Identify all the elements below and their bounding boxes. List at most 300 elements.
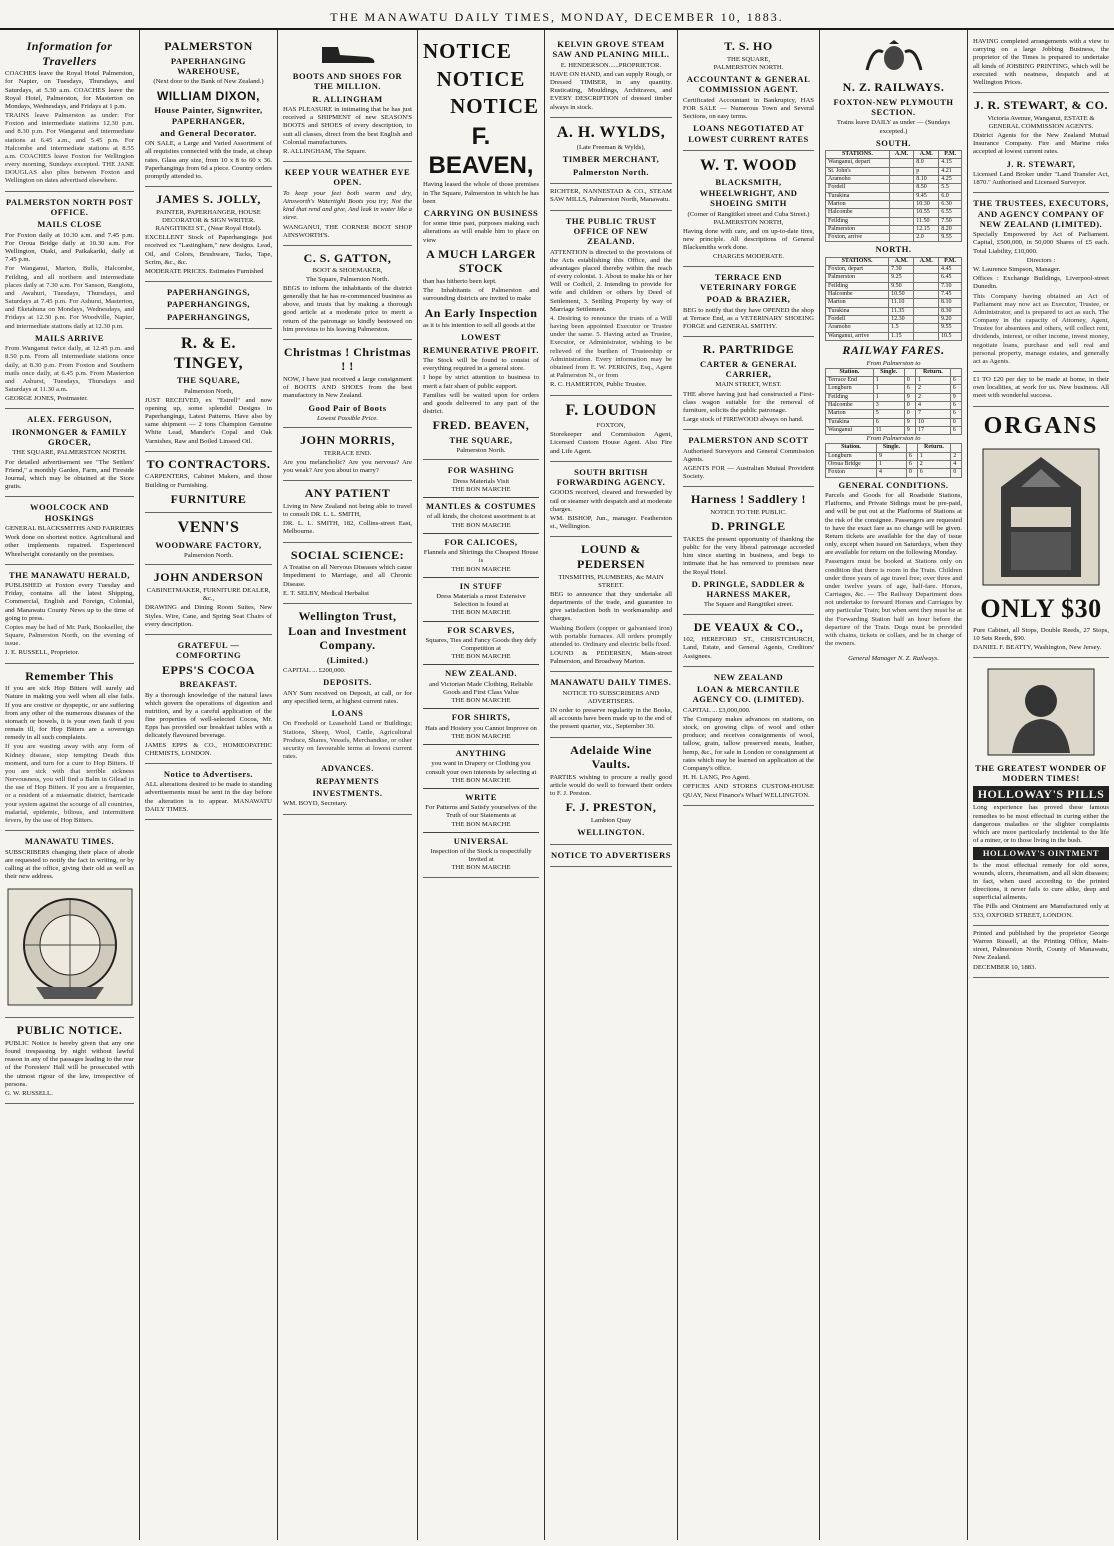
fares2-cell: 1 [917,452,951,460]
notice-public: NOTICE TO THE PUBLIC. [710,509,787,517]
epps-text: By a thorough knowledge of the natural laws which govern the operations of digestion and nutrition, and by a careful application of the fine properties of well-selected Cocoa, Mr. Epps has provided our breakfast tables with a delicately flavoured beverage. [145,691,272,740]
twood-location: PALMERSTON NORTH, [713,218,784,226]
south-cell: Turakina [826,192,890,200]
fares-cell: 9 [904,418,915,426]
north-cell: Halcombe [826,291,889,299]
holloway-portrait-image [986,667,1096,757]
south-cell: Wanganui, depart [826,159,890,167]
fares2-cell: 6 [906,452,917,460]
south-cell: 4.21 [939,167,962,175]
terrace-forge-ad [683,267,814,338]
loans-text: On Freehold or Leasehold Land or Buildings; Stations, Sheep, Wool, Cattle, Agricultural Produce, Shares, Vessels, Merchandise, or other security on favourable terms at lowest current rates. [283,720,412,761]
contractors-text: CARPENTERS, Cabinet Makers, and those Building or Furnishing. [145,473,272,489]
trustees-filler: This Company having obtained an Act of Parliament may now act as Executor, Trustee, or Administrator, and is prepared to act as such. The Company in the capacity of Attorney, Agent, Trustee for absentees and others, will collect rent, dividends, interest, or other income, invest money, negotiate loans, purchase and sell real and personal property, manage estates, and generally act as Agents. [973,292,1109,365]
south-cell [889,234,913,242]
fares-header-1: Single. [873,368,904,376]
christmas-heading: Christmas ! Christmas ! ! [283,344,412,374]
venn-location: Palmerston North. [183,552,234,560]
larger-stock-heading: A MUCH LARGER STOCK [426,246,536,276]
fares-cell: 6 [904,385,915,393]
north-cell: 7.30 [889,266,914,274]
sho-location: PALMERSTON NORTH. [713,63,784,71]
north-cell: Feilding [826,282,889,290]
south-cell: 8.10 [914,175,939,183]
smith-ad [283,481,412,542]
morris-subheading: TERRACE END. [323,449,372,457]
tingey-subheading: THE SQUARE, [176,375,241,386]
stewart-heading: J. R. STEWART, & CO. [973,98,1109,113]
south-cell: 8.20 [939,225,962,233]
south-header-3: P.M. [939,151,962,159]
kelvin-heading: KELVIN GROVE STEAM SAW AND PLANING MILL. [552,39,670,60]
railways-note: Trains leave DAILY as under — (Sundays excepted.) [836,119,951,135]
imprint [973,926,1109,978]
carrying-heading: CARRYING ON BUSINESS [423,207,539,218]
bon-marche-1: THE BON MARCHE [451,485,511,493]
tingey-ad [145,329,272,452]
fares2-cell: Oroua Bridge [826,461,877,469]
shirts-text: Hats and Hosiery you Cannot Improve on [425,724,537,732]
fares-cell: 4 [915,402,950,410]
ferguson-ad [5,409,134,497]
woolcock-subheading: GENERAL BLACKSMITHS AND FARRIERS [5,525,134,533]
loan-heading: LOAN & MERCANTILE AGENCY CO. (LIMITED). [692,684,805,705]
hope-text: I hope by strict attention to business to merit a fair share of public support. [423,374,539,390]
south-cell [889,175,913,183]
north-row [826,307,962,315]
mails-arrive-heading: MAILS ARRIVE [34,332,105,343]
boots-heading: BOOTS AND SHOES FOR THE MILLION. [292,71,403,92]
directors-label: Directors : [1026,256,1056,264]
jolly-prices: MODERATE PRICES. Estimates Furnished [145,267,264,275]
public-notice-text: PUBLIC Notice is hereby given that any one found trespassing by night without lawful reason in any of the passages leading to the rear of the Foresters' Hall will be prosecuted with the utmost rigour of the law, irrespective of persons. [5,1039,134,1088]
loans-negotiated: LOANS NEGOTIATED AT LOWEST CURRENT RATES [688,123,809,144]
stuff-text: Dress Materials a most Extensive Selection is found at [436,593,526,609]
jolly-subheading: PAINTER, PAPERHANGER, HOUSE DECORATOR & SIGN WRITER. [156,208,261,224]
north-cell: 1.5 [889,324,914,332]
twood-text: Having done with care, and on up-to-date tires, new principle. All descriptions of General Blacksmiths work done. [683,227,814,252]
firewood-text: Large stock of FIREWOOD always on hand. [683,416,804,424]
kelvin-proprietor: E. HENDERSON......PROPRIETOR. [560,61,662,69]
palmerston-heading: PALMERSTON [164,39,253,53]
times-sub-heading-2: NOTICE TO SUBSCRIBERS AND ADVERTISERS. [562,689,660,705]
north-row [826,332,962,340]
tingey-heading: R. & E. TINGEY, [173,335,244,372]
fares-cell: 7 [915,410,950,418]
paperhanging-note: (Next door to the Bank of New Zealand.) [153,78,264,86]
beaven-heading: F. BEAVEN, [428,122,534,180]
south-cell: 8.0 [914,159,939,167]
north-header-3: P.M. [939,257,962,265]
fares-header-3: Return. [915,368,950,376]
mails-arrive-text: From Wanganui twice daily, at 12.45 p.m. and 8.50 p.m. From all intermediate stations once daily, at 8.30 p.m. From Foxton and Southern mails once daily, at 6.45 p.m. From Masterton and Ashurst, Tuesdays, Thursdays and Saturdays at 11.30 a.m. [5,345,134,394]
beaven-text-5: The Stock will be found to consist of everything required in a general store. [423,357,539,373]
north-row [826,274,962,282]
epps-subheading: EPPS'S COCOA [161,662,255,677]
fares2-cell: 6 [917,469,951,477]
fares-cell: 9 [904,393,915,401]
ointment-text: Is the most effectual remedy for old sores, wounds, ulcers, rheumatism, and all skin diseases; in fact, when used according to the printed directions, it never fails to cure alike, deep and superficial ailments. [973,861,1109,902]
pringle-text: TAKES the present opportunity of thanking the public for the very liberal patronage accorded him since starting in business, and begs to intimate that he has removed to premises near the Royal Hotel. [683,535,814,576]
inspection-heading: An Early Inspection [424,305,538,320]
venn-heading: VENN'S [177,519,240,537]
herald-filler: Copies may be had of Mr. Park, Bookseller, the Square, Palmerston North, on the evening of issue. [5,623,134,648]
north-cell: 9.25 [889,274,914,282]
ainsworth-ad [283,162,412,246]
contractors-heading: TO CONTRACTORS. [146,456,271,471]
nz-heading: NEW ZEALAND [713,671,784,682]
deposits-text: ANY Sum received on Deposit, at call, or for any specified term, at highest current rates. [283,689,412,705]
south-cell: 4.15 [939,159,962,167]
paperhanging-subheading: PAPERHANGING WAREHOUSE, [170,55,247,76]
trust-filler: 4. Desiring to renounce the trusts of a Will having been appointed Executor or Trustee under the same. 5. Having acted as Trustee, Executor, or Administrator, wishing to be relieved of the burthen of Trusteeship or Administration. Every information may be obtained from E. W. PERKINS, Esq., Agent at Palmerston N., or from [550,314,672,380]
terrace-heading: TERRACE END VETERINARY FORGE [700,271,797,292]
deveaux-text: 102, HEREFORD ST., CHRISTCHURCH, Land, Estate, and General Agents, Creditors' Assignees. [683,636,814,660]
gatton-address: The Square, Palmerston North. [305,275,390,283]
stewart-sign-2: Licensed Land Broker under "Land Transfer Act, 1870." Authorised and Licensed Surveyor. [973,170,1109,187]
north-cell: Wanganui, arrive [826,332,889,340]
twood-ad [683,151,814,267]
nz-heading: NEW ZEALAND. [445,668,517,679]
north-timetable [825,257,962,341]
masthead-title: THE MANAWATU DAILY TIMES, MONDAY, DECEMBER 10, 1883. [330,10,784,24]
south-heading: SOUTH. [876,137,911,148]
south-cell: Fordell [826,184,890,192]
north-cell [914,274,939,282]
south-cell [889,192,913,200]
north-row [826,266,962,274]
fares-row [826,377,962,385]
allingham-text: HAS PLEASURE in intimating that he has just received a SHIPMENT of new SEASON'S BOOTS and SHOES of every description, to suit all classes, direct from the best English and Colonial manufacturers. [283,106,412,146]
wonder-heading: THE GREATEST WONDER OF MODERN TIMES! [975,763,1107,784]
fares-cell: 0 [950,418,961,426]
north-cell [914,324,939,332]
north-cell: Turakina [826,307,889,315]
south-cell: 12.15 [914,225,939,233]
south-cell: Palmerston [826,225,890,233]
fares-cell: Halcombe [826,402,874,410]
adelaide-ad [550,738,672,845]
epps-ad [145,635,272,764]
jolly-heading: JAMES S. JOLLY, [156,192,261,207]
anderson-subheading: CABINETMAKER, FURNITURE DEALER, &c., [146,587,271,603]
fares-row [826,393,962,401]
south-cell: 10.55 [914,209,939,217]
south-cell: 5.5 [939,184,962,192]
mantles-heading: MANTLES & COSTUMES [425,501,537,512]
north-cell: Palmerston [826,274,889,282]
charges-moderate: CHARGES MODERATE. [713,253,784,261]
adelaide-text: PARTIES wishing to procure a really good article would do well to forward their orders to F. J. Preston. [550,773,672,798]
north-cell: 7.45 [939,291,962,299]
south-row [826,175,962,183]
south-cell: 6.30 [939,200,962,208]
south-cell [889,225,913,233]
square-sign: THE SQUARE, [449,434,513,445]
fares-row [826,410,962,418]
north-cell [914,266,939,274]
loudon-ad [550,396,672,462]
christmas-ad [283,340,412,428]
north-cell [914,299,939,307]
south-cell: 2.0 [914,234,939,242]
north-cell [914,291,939,299]
twood-heading: W. T. WOOD [700,156,797,174]
fares-cell: 6 [950,377,961,385]
column-4 [418,30,545,1540]
fares2-cell: Longburn [826,452,877,460]
remunerative-heading: REMUNERATIVE PROFIT. [423,344,539,355]
south-cell: p [914,167,939,175]
north-cell: 12.30 [889,316,914,324]
times-sub-heading: MANAWATU DAILY TIMES. [550,677,672,688]
fares-cell: 11 [873,426,904,434]
trust-heading: THE PUBLIC TRUST OFFICE OF NEW ZEALAND. [565,215,657,247]
south-row [826,209,962,217]
inhabitants-text: The Inhabitants of Palmerston and surrounding districts are invited to make [423,287,539,303]
science-text: A Treatise on all Nervous Diseases which cause Impediment to Marriage, and all Chronic Disease. [283,564,412,588]
bon-marche-2: THE BON MARCHE [451,521,511,529]
dixon-subheading: House Painter, Signwriter, PAPERHANGER, [154,105,263,126]
fares-cell: 0 [904,410,915,418]
railways-subheading: FOXTON-NEW PLYMOUTH SECTION. [833,96,954,117]
morris-ad [283,428,412,481]
north-row [826,316,962,324]
fares2-cell: 0 [951,469,962,477]
stewart-sign: J. R. STEWART, [1006,158,1076,169]
conditions-heading: GENERAL CONDITIONS. [838,479,949,490]
fares2-cell: Foxton [826,469,877,477]
pringle-sign: D. PRINGLE, SADDLER & HARNESS MAKER, [691,578,806,600]
fares-cell: 2 [915,385,950,393]
smith-sign: DR. L. L. SMITH, 182, Collins-street East, Melbourne. [283,520,412,536]
herald-text: PUBLISHED at Foxton every Tuesday and Friday, contains all the latest Shipping, Commercial, English and Foreign, Colonial, and Manawatu County News up to the time of going to press. [5,582,134,622]
post-office-ad [5,192,134,410]
loudon-heading: F. LOUDON [565,401,657,419]
north-cell: 9.20 [939,316,962,324]
south-cell: 9.55 [939,234,962,242]
epps-subheading-2: BREAKFAST. [179,679,238,690]
advertisers-text: ALL alterations desired to be made to standing advertisements must be sent in the day before the alteration is to appear. MANAWATU DAILY TIMES. [145,781,272,813]
fares2-header-0: Station. [826,444,877,452]
beatty-sign: DANIEL F. BEATTY, Washington, New Jersey. [973,643,1102,651]
social-science-ad [283,543,412,604]
deveaux-heading: DE VEAUX & CO., [693,619,804,634]
fares-cell: 1 [873,377,904,385]
capital-line: CAPITAL ... £200,000. [283,667,346,675]
scott-text: Authorised Surveyors and General Commission Agents. [683,447,814,463]
royal-coat-of-arms-icon [859,40,929,74]
jolly-address: RANGITIKEI ST., (Near Royal Hotel). [155,225,262,233]
sho-subheading: THE SQUARE, [726,55,771,63]
column-3 [278,30,418,1540]
north-row [826,291,962,299]
oxford-text: The Pills and Ointment are Manufactured only at 533, OXFORD STREET, LONDON. [973,903,1109,919]
times-sub-text: IN order to preserve regularity in the Books, all accounts have been made up to the end of the present quarter, viz., September 30. [550,707,672,731]
south-cell: Foxton, arrive [826,234,890,242]
sho-ad [683,34,814,151]
weather-text: To keep your feet both warm and dry, Ainsworth's Watertight Boots you try; Not the kind that rend and give, And leak in water like a sieve. [283,189,412,222]
column-7 [820,30,968,1540]
post-office-heading: PALMERSTON NORTH POST OFFICE. [5,196,133,218]
fares2-header-1: Single. [877,444,907,452]
ferguson-subheading: IRONMONGER & FAMILY GROCER, [11,426,128,448]
gatton-heading: C. S. GATTON, [303,250,392,265]
home-work-ad [973,372,1109,407]
north-row [826,299,962,307]
loudon-subheading: FOXTON, [596,422,626,430]
partridge-subheading: CARTER & GENERAL CARRIER, [700,358,797,380]
north-cell: 8.10 [939,299,962,307]
jobbing-ad [973,34,1109,93]
public-trust-ad [550,211,672,396]
twood-subheading: BLACKSMITH, WHEELWRIGHT, AND SHOEING SMITH [699,177,798,209]
twood-address: (Corner of Rangitikei street and Cuba Street.) [687,210,810,218]
venn-ad [145,513,272,565]
loans-heading: LOANS [331,708,364,719]
lound-text: BEG to announce that they undertake all departments of the trade, and guarantee to give satisfaction both in workmanship and charges. [550,590,672,623]
beaven-text-1: Having leased the whole of those premises in The Square, Palmerston in which he has been [423,181,539,205]
wylds-heading: A. H. WYLDS, [556,123,666,141]
herald-sign: J. E. RUSSELL, Proprietor. [5,649,80,657]
preston-sign: F. J. PRESTON, [565,800,657,815]
ferguson-heading: ALEX. FERGUSON, [27,414,112,425]
fares-cell: 6 [950,402,961,410]
calicoes-text: Flannels and Shirtings the Cheapest House is [423,549,539,565]
wellington-trust-ad [283,604,412,815]
allingham-sign: R. ALLINGHAM, The Square. [283,147,367,155]
south-cell: Halcombe [826,209,890,217]
trustees-text: Specially Empowered by Act of Parliament. Capital, £500,000, in 50,000 Shares of £5 each. Total Liability, £10,000. [973,231,1109,255]
scarves-heading: FOR SCARVES, [447,624,515,635]
times-notice-ad [550,672,672,737]
north-heading: NORTH. [875,244,912,255]
north-cell [914,316,939,324]
money-text: £1 TO £20 per day to be made at home, in their own localities, at work for us. New business. All meet with wonderful success. [973,376,1109,400]
palmerston-paperhanging-ad [145,34,272,187]
public-notice-sign: G. W. RUSSELL. [5,1089,53,1097]
manager-text: W. Laurence Simpson, Manager. [973,265,1061,273]
holloway-ointment-heading: HOLLOWAY'S OINTMENT [973,847,1109,859]
venn-subheading: WOODWARE FACTORY, [155,539,262,550]
wylds-subheading-2: TIMBER MERCHANT, [562,154,660,165]
trustees-offices: Offices : Exchange Buildings, Liverpool-street Dunedin. [973,275,1109,291]
railways-heading: N. Z. RAILWAYS. [842,80,945,94]
fares-cell: 2 [915,393,950,401]
fares-cell: 6 [950,385,961,393]
column-8 [968,30,1114,1540]
mails-close-heading: MAILS CLOSE [37,219,102,230]
conditions-filler: Passengers must be booked at Stations only on condition that there is room in the Train. Children under three years of age travel free; over three and under twelve years of age, half-fare. Horses, Carriages, &c. — The Railway Department does not undertake to forward Horses and Carriages by any particular Train; but when sent they must be at the Forwarding Station half an hour before the departure of the Train. Dogs must be provided with chains, tickets or collars, and be in charge of the owners. [825,558,962,648]
circular-engraving-image [6,887,134,1007]
north-cell: 10.5 [939,332,962,340]
goods-text: GOODS received, cleared and forwarded by rail or steamer with despatch and at moderate charges. [550,489,672,513]
mutual-text: AGENTS FOR — Australian Mutual Provident Society. [683,465,814,481]
south-row [826,234,962,242]
masthead [0,0,1114,30]
south-row [826,217,962,225]
wellington-trust-heading: Wellington Trust, Loan and Investment Company. [288,608,407,653]
weather-heading: KEEP YOUR WEATHER EYE OPEN. [284,167,411,188]
times-text: SUBSCRIBERS changing their place of abode are requested to notify the fact in writing, or by calling at the office, giving their old as well as their new address. [5,848,134,881]
bishop-sign: WM. BISHOP, Jun., manager. Featherston st., Wellington. [550,514,672,531]
kelvin-grove-ad [550,34,672,118]
postmaster-sign: GEORGE JONES, Postmaster. [5,395,88,403]
families-text: Families will be waited upon for orders and goods delivered to any part of the district. [423,391,539,416]
ferguson-text: For detailed advertisement see "The Settlers' Friend," a monthly Garden, Farm, and Fireside Journal, which may be obtained at the Store gratis. [5,458,134,491]
public-notice-heading: PUBLIC NOTICE. [16,1023,123,1038]
fares-heading: RAILWAY FARES. [842,342,945,357]
kelvin-text: HAVE ON HAND, and can supply Rough, or Dressed TIMBER, in any quantity. Rusticating, Mouldings, Architraves, and EVERY DESCRIPTION of dressed timber always in stock. [550,70,672,111]
herald-heading: THE MANAWATU HERALD, [8,569,131,580]
fares2-header-4 [951,444,962,452]
north-cell: Marton [826,299,889,307]
lowest-heading: LOWEST [461,332,501,343]
south-cell [889,167,913,175]
fares-cell: 5 [873,410,904,418]
north-row [826,324,962,332]
paperhangings-ad [145,282,272,329]
column-2 [140,30,278,1540]
bon-marche-3: THE BON MARCHE [451,565,511,573]
fares-row [826,426,962,434]
fares-cell: 1 [915,377,950,385]
fares-header-4 [950,368,961,376]
ainsworth-sign: WANGANUI, THE CORNER BOOT SHOP AINSWORTH'S. [283,223,412,239]
lound-sign: LOUND & PEDERSEN, Main-street Palmerston, and Broadway Marton. [550,650,672,666]
boyd-sign: WM. BOYD, Secretary. [283,800,348,808]
bon-marche-8: THE BON MARCHE [451,776,511,784]
woolcock-heading: WOOLCOCK AND HOSKINGS [30,502,109,523]
stewart-subheading: Victoria Avenue, Wanganui, ESTATE & GENERAL COMMISSION AGENTS. [987,114,1095,130]
write-text: For Patterns and Satisfy yourselves of the Truth of our Statements at [425,804,537,820]
fares-cell: Longburn [826,385,874,393]
investments-heading: INVESTMENTS. [312,787,383,798]
south-header-0: STATIONS. [826,151,890,159]
notice-heading-2: NOTICE [436,66,526,91]
fares-cell: 10 [915,418,950,426]
anything-heading: ANYTHING [455,748,507,758]
fares-from-2: From Palmerston to [866,435,921,443]
anything-text: you want in Drapery or Clothing you consult your own interests by selecting at [425,760,537,776]
offices-text: OFFICES AND STORES CUSTOM-HOUSE QUAY, Next Finance's Wharf WELLINGTON. [683,783,814,799]
south-cell: Aramoho [826,175,890,183]
universal-text: Inspection of the Stock is respectfully Invited at [430,848,532,864]
jobbing-text: HAVING completed arrangements with a view to carrying on a large Jobbing Business, the proprietor of the Times is prepared to undertake all kinds of JOBBING PRINTING, which will be executed with neatness, despatch and at Wellington Prices. [973,38,1109,86]
north-cell: Fordell [826,316,889,324]
bon-marche-4: THE BON MARCHE [451,609,511,617]
fares-header-0: Station. [826,368,874,376]
fares-cell: 17 [915,426,950,434]
paperhangings-line-2: PAPERHANGINGS, [166,299,251,310]
partridge-heading: R. PARTRIDGE [702,342,795,357]
gatton-subheading: BOOT & SHOEMAKER, [312,267,383,275]
lound-subheading: TINSMITHS, PLUMBERS, &c MAIN STREET. [558,573,664,589]
south-cell: 6.55 [939,209,962,217]
south-cell: 10.30 [914,200,939,208]
beatty-organs-ad [973,407,1109,659]
south-timetable [825,150,962,242]
jolly-ad [145,187,272,282]
loudon-text: Storekeeper and Commission Agent, Licensed Custom House Agent. Also Fire and Life Agent. [550,431,672,455]
holloway-ad [973,658,1109,926]
science-heading: SOCIAL SCIENCE: [290,547,405,562]
fares-cell: 0 [904,402,915,410]
bon-marche-ad [423,460,539,877]
remember-filler: If you are wasting away with any form of Kidney disease, stop tempting Death this moment, and turn for a cure to Hop Bitters. If you are sick with that terrible sickness Nervousness, you will find a Balm in Gilead in the use of Hop Bitters. If you are a frequenter, or a resident of a miasmatic district, barricade your system against the scourge of all countries, malarial, epidemic, bilious, and intermittent fevers, by the use of Hop Bitters. [5,743,134,824]
south-cell: 8.50 [914,184,939,192]
fred-beaven-sign: FRED. BEAVEN, [432,418,530,433]
